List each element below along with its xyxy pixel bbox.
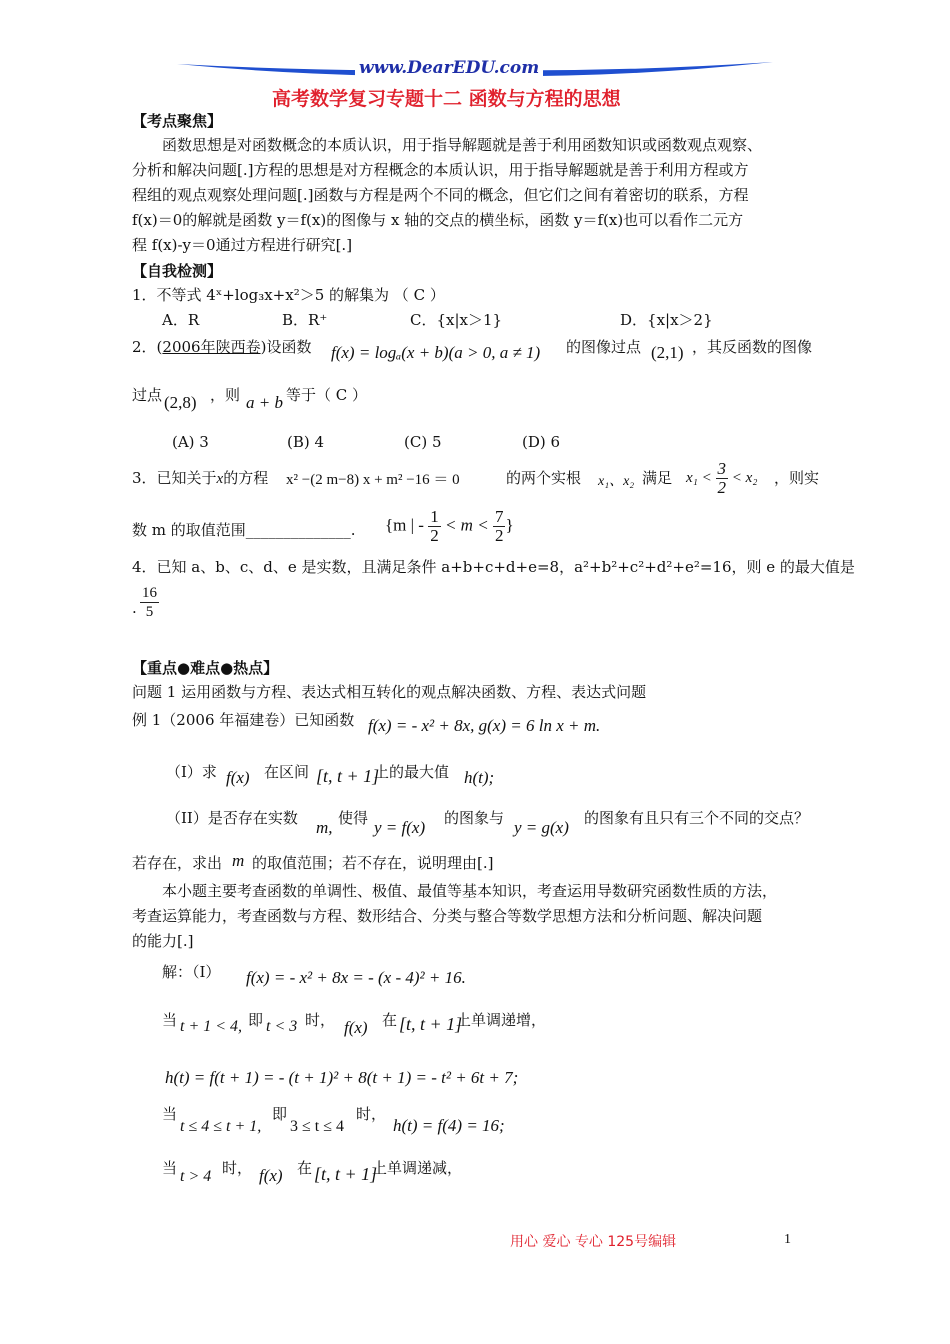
q3-text-a: 3．已知关于	[132, 469, 217, 487]
case-1-h: h(t) = f(t + 1) = - (t + 1)² + 8(t + 1) = - t² + 6t + 7;	[165, 1068, 519, 1087]
q2-point2: (2,8)	[164, 393, 197, 412]
case-3-e: 上单调递减，	[372, 1159, 463, 1177]
case-1-c: 时，	[305, 1011, 336, 1029]
q3-text-c: 的两个实根	[506, 469, 582, 487]
part-2-line2b: 的取值范围；若不存在，说明理由[.]	[252, 854, 494, 872]
solution-label: 解：（I）	[162, 963, 221, 981]
q2-prefix: 2．(	[132, 338, 163, 356]
q4-answer	[140, 584, 159, 621]
solution-formula: f(x) = - x² + 8x = - (x - 4)² + 16.	[246, 968, 466, 987]
q3-ans-a: {m | -	[385, 515, 424, 535]
q3-var-x: x	[216, 471, 224, 487]
case-1-cond2: t < 3	[266, 1018, 298, 1035]
q2-formula: f(x) = logₐ(x + b)(a > 0, a ≠ 1)	[331, 343, 541, 362]
part-1-h: h(t);	[464, 768, 495, 787]
case-3-interval: [t, t + 1]	[314, 1164, 378, 1184]
q4-ans-num: 16	[142, 585, 157, 601]
q2-point1: (2,1)	[651, 343, 684, 362]
question-1: 1．不等式 4ˣ+log₃x+x²＞5 的解集为 （ C ）	[132, 286, 445, 304]
part-2-b: 使得	[338, 809, 369, 827]
focus-line: 程组的观点观察处理问题[.]函数与方程是两个不同的概念，但它们之间有着密切的联系，方程	[132, 186, 749, 204]
part-2-m: m,	[316, 818, 333, 837]
problem-1: 问题 1 运用函数与方程、表达式相互转化的观点解决函数、方程、表达式问题	[132, 683, 647, 701]
q3-ans-frac1	[428, 508, 441, 545]
case-1-a: 当	[162, 1011, 178, 1029]
option-d: D．{x|x＞2}	[620, 311, 713, 329]
part-1-c: 上的最大值	[374, 763, 450, 781]
section-keypoints-heading: 【重点●难点●热点】	[132, 659, 279, 677]
part-1-interval: [t, t + 1]	[316, 766, 380, 786]
case-3-d: 在	[297, 1159, 313, 1177]
part-2-y2: y = g(x)	[514, 818, 569, 837]
analysis-note: 考查运算能力，考查函数与方程、数形结合、分类与整合等数学思想方法和分析问题、解决问题	[132, 907, 763, 925]
page-number: 1	[784, 1232, 791, 1247]
q2-tail: ，其反函数的图像	[692, 338, 813, 356]
case-1-cond: t + 1 < 4,	[180, 1018, 243, 1035]
part-2-a: （II）是否存在实数	[166, 809, 298, 827]
case-2-a: 当	[162, 1105, 178, 1123]
q3-condition	[686, 460, 758, 497]
case-2-cond: t ≤ 4 ≤ t + 1,	[180, 1118, 262, 1135]
example-1-formula: f(x) = - x² + 8x, g(x) = 6 ln x + m.	[368, 716, 601, 735]
q2-line2b: ，则	[210, 386, 241, 404]
q3-ans-b: < m <	[444, 515, 489, 535]
q3-cond-num: 3	[717, 459, 726, 478]
question-3	[132, 468, 268, 489]
q3-ans-den1: 2	[430, 526, 439, 545]
question-2	[132, 337, 311, 357]
case-2-h: h(t) = f(4) = 16;	[393, 1116, 505, 1135]
q3-text-b: 的方程	[223, 469, 269, 487]
q2-option-d: (D) 6	[522, 433, 561, 451]
q3-cond-left: x₁ <	[686, 469, 712, 486]
focus-line: 程 f(x)-y＝0通过方程进行研究[.]	[132, 236, 353, 254]
case-2-b: 即	[272, 1105, 288, 1123]
option-b: B．R⁺	[282, 311, 328, 329]
part-2-c: 的图象与	[444, 809, 505, 827]
example-1-label: 例 1（2006 年福建卷）已知函数	[132, 711, 355, 729]
site-logo: www.DearEDU.com	[355, 58, 543, 78]
q3-text-d: 满足	[642, 469, 673, 487]
analysis-note: 的能力[.]	[132, 932, 194, 950]
q4-ans-den: 5	[145, 604, 154, 620]
q2-expr: a + b	[246, 393, 283, 412]
case-2-c: 时，	[356, 1105, 387, 1123]
q3-roots: x₁、x₂	[598, 474, 635, 489]
q2-option-a: (A) 3	[172, 433, 209, 451]
page-title: 高考数学复习专题十二 函数与方程的思想	[272, 88, 621, 110]
q2-mid2: 的图像过点	[566, 338, 642, 356]
case-3-a: 当	[162, 1159, 178, 1177]
case-3-cond: t > 4	[180, 1168, 212, 1185]
part-2-d: 的图象有且只有三个不同的交点？	[584, 809, 810, 827]
case-1-f: f(x)	[344, 1018, 368, 1037]
question-4: 4．已知 a、b、c、d、e 是实数，且满足条件 a+b+c+d+e=8，a²+b²+c²+d²+e²=16，则 e 的最大值是	[132, 558, 855, 576]
q3-cond-fraction	[716, 460, 729, 497]
option-a: A．R	[162, 311, 200, 329]
q3-ans-num1: 1	[430, 507, 439, 526]
q3-ans-frac2	[493, 508, 506, 545]
part-1-f: f(x)	[226, 768, 250, 787]
part-2-line2m: m	[232, 851, 245, 870]
q2-option-b: (B) 4	[287, 433, 325, 451]
q3-line2: 数 m 的取值范围______________.	[132, 521, 356, 539]
q3-answer	[385, 508, 514, 545]
q4-dot: .	[132, 599, 137, 617]
q3-cond-right: < x₂	[731, 469, 758, 486]
part-2-y1: y = f(x)	[374, 818, 426, 837]
q2-mid: )设函数	[260, 338, 312, 356]
part-2-line2a: 若存在，求出	[132, 854, 223, 872]
section-focus-heading: 【考点聚焦】	[132, 112, 223, 130]
analysis-note: 本小题主要考查函数的单调性、极值、最值等基本知识，考查运用导数研究函数性质的方法，	[162, 882, 778, 900]
q3-ans-c: }	[505, 515, 514, 535]
q4-answer-fraction	[140, 584, 159, 621]
q2-source: 2006年陕西卷	[162, 338, 261, 356]
q3-ans-num2: 7	[494, 507, 504, 526]
case-1-interval: [t, t + 1]	[399, 1014, 463, 1034]
case-1-d: 在	[382, 1011, 398, 1029]
q3-ans-den2: 2	[494, 526, 504, 545]
q2-line2c: 等于（ C ）	[286, 386, 368, 404]
focus-line: f(x)＝0的解就是函数 y＝f(x)的图像与 x 轴的交点的横坐标，函数 y＝f(x)也可以看作二元方	[132, 211, 744, 229]
option-c: C．{x|x＞1}	[410, 311, 503, 329]
focus-line: 函数思想是对函数概念的本质认识，用于指导解题就是善于利用函数知识或函数观点观察、	[162, 136, 763, 154]
focus-line: 分析和解决问题[.]方程的思想是对方程概念的本质认识，用于指导解题就是善于利用方程或方	[132, 161, 749, 179]
section-selftest-heading: 【自我检测】	[132, 262, 223, 280]
q3-equation: x² −(2 m−8) x + m² −16 ＝ 0	[286, 472, 460, 488]
case-3-f: f(x)	[259, 1166, 283, 1185]
part-1-b: 在区间	[264, 763, 310, 781]
part-1-a: （I）求	[166, 763, 217, 781]
case-3-c: 时，	[222, 1159, 253, 1177]
case-1-e: 上单调递增，	[456, 1011, 547, 1029]
case-1-b: 即	[248, 1011, 264, 1029]
footer-text: 用心 爱心 专心 125号编辑	[510, 1234, 677, 1250]
q2-line2a: 过点	[132, 386, 163, 404]
q3-text-e: ，则实	[774, 469, 820, 487]
case-2-cond2: 3 ≤ t ≤ 4	[290, 1118, 345, 1135]
q3-cond-den: 2	[717, 478, 726, 497]
q2-option-c: (C) 5	[404, 433, 442, 451]
